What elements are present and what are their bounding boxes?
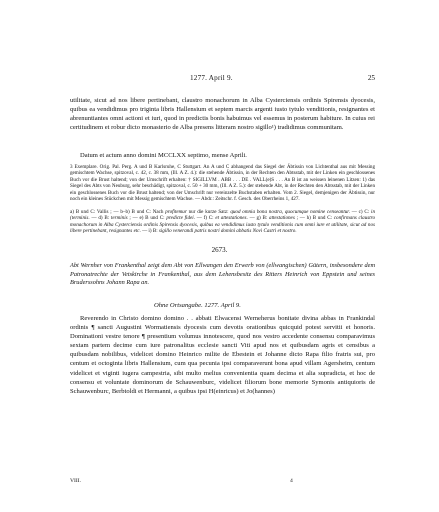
page-footer <box>70 478 375 486</box>
place-and-date: Ohne Ortsangabe. 1277. April 9. <box>154 302 241 309</box>
dating-clause: Datum et actum anno domini MCCLXX septimo, mense Aprili. <box>80 152 247 159</box>
page-header <box>70 74 375 84</box>
variant-readings-note: a) B und C: Vallis ; — b–b) B und C: Nach profitemur nur die kurze Satz: quod omnia bona nostra, quocumque nomine censeantur. — c) C: in (terminis. — d) B: terminis ; — e) B und C: predicte fidei. — f) C: et attestationes. — g) B: attestationes ; — h) B und C: confirmans claustro monachorum in Alba Cysterciensis ordinis Spirensis dyocesis, quibus ea vendidimus iusto tytulo venditionis cum omni iure et utilitate, sicut ad nos libere pertinebant, resignantes etc. — i) B: sigillo venerandi patris nostri domini abbatis Novi Castri et nostro. <box>70 209 375 235</box>
gathering-signature: VIII. <box>70 478 82 484</box>
charter-text: Reverendo in Christo domino domino . . abbati Elwacensi Werneherus bonitate divina abbas in Frankindal ordinis ¶ sancti Augustini Wormatiensis dyocesis cum devotis orationibus quicquid potest servitii et honoris. Dominationi vestre tenore ¶ presentium volumus innotescere, quod nos vestro accedente consensu comparavimus sextam partem decime cum iure patronalitus ecclesie sancti Viti apud nos et quibusdam agris et censibus a quibusdam nobilibus, videlicet domino Heinrico milite de Ebestein et Johanne dicto Rapa filio fratris sui, pro centum et octoginta libris Hallensium, cum qua pecunia ipsi comparaverunt bona apud villam Agersheim, centum videlicet et viginti iugera campestria, sibi multo melius convenientia quam decima et alia supradicta, et hoc de consensu et voluntate dominorum de Schauwenburc, videlicet filiorum bone memorie Symonis antiquioris de Schauwenburc, Berbtoldi et Hermanni, a quibus ipsi H(einricus) et Jo(hannes) <box>70 315 375 395</box>
archival-note: 3 Exemplare. Orig. Pal. Perg. A und B Karlsruhe, C Stuttgart. An A und C abhangend das Siegel der Äbtissin von Lichtenthal aus mit Messing gemischtem Wachse, spitzoval, c. 42, c. 38 mm, (Ill. A Z. 4.): die stehende Äbtissin, in der Rechten den Abtsstab, mit der Linken ein geschlossenes Buch vor die Brust haltend; von der Umschrift erhalten: † SIGILLVM . ABB . . . DE . VALL(e)S . . . An B ist an weissen leinenen Litzen: 1) das Siegel des Abts von Neuburg, sehr beschädigt, spitzoval, c. 50 + 30 mm, (Ill. A Z. 5.): der stehende Abt, in der Rechten den Abtsstab, mit der Linken ein geschlossenes Buch vor die Brust haltend; von der Umschrift nur vereinzelte Buchstaben erhalten. Vom 2. Siegel, demjenigen der Äbtissin, nur noch ein kleines Stückchen mit Messig gemischtem Wachse. — Abdr.: Zeitschr. f. Gesch. des Oberrheins 1, 427. <box>70 164 375 203</box>
header-date: 1277. April 9. <box>190 74 233 82</box>
page-number: 25 <box>367 74 375 82</box>
regest-summary: Abt Wernher von Frankenthal zeigt dem Abt von Ellwangen den Erwerb von (ellwangischen) Gütern, insbesondere dem Patronatrechte der Vetskirche in Frankenthal, aus dem Lehensbesitz des Ritters Heinrich von Eppstein und seines Bruderssohns Johann Rapa an. <box>70 262 375 286</box>
document-number: 2673. <box>211 246 228 254</box>
charter-text-continuation: utilitate, sicut ad nos libere pertinebant, claustro monachorum in Alba Cysterciensis ordinis Spirensis dyocesis, quibus ea vendidimus pro triginta libris Hallensium et septem marcis argenti iusto tytulo venditionis, resignantes et abrenuntiantes omni actioni et iuri, quod in predictis bonis habuimus vel essemus in posterum habiture. In cuius rei certitudinem et robur dicto monasterio de Alba presens litteram nostro sigillo¹) tradidimus communitam. <box>70 97 375 132</box>
sheet-number: 4 <box>290 478 293 484</box>
